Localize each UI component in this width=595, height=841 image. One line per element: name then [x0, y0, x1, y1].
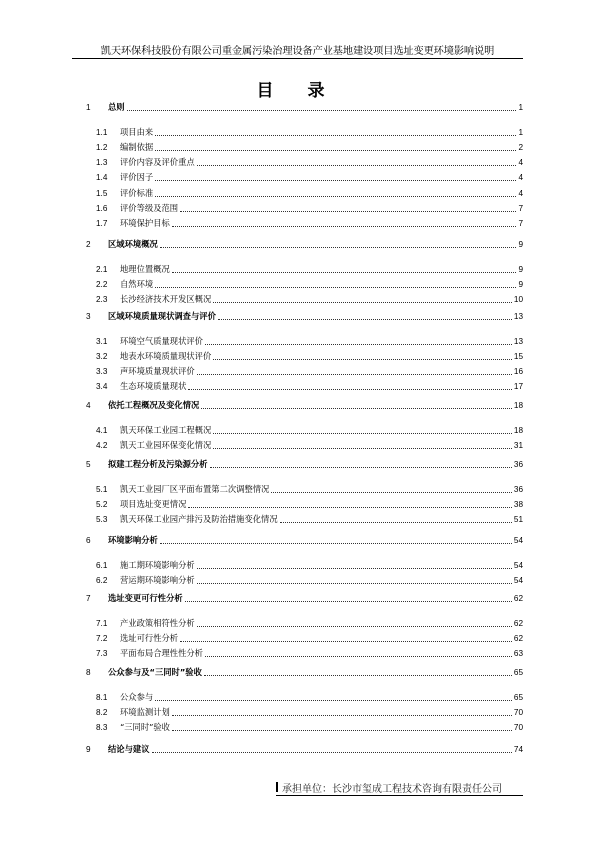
toc-entry-number: 4	[86, 401, 91, 410]
toc-entry-title: 平面布局合理性性分析	[120, 648, 203, 659]
toc-section-entry[interactable]	[86, 689, 523, 703]
toc-chapter-entry[interactable]	[86, 532, 523, 546]
toc-section-entry[interactable]	[86, 154, 523, 168]
toc-entry-title: 选址变更可行性分析	[108, 593, 183, 603]
toc-entry-number: 6	[86, 536, 91, 545]
toc-section-entry[interactable]	[86, 215, 523, 229]
toc-entry-number: 8.1	[96, 693, 108, 703]
toc-dot-leader	[210, 466, 512, 468]
toc-entry-title: 长沙经济技术开发区概况	[120, 294, 212, 305]
toc-chapter-entry[interactable]	[86, 236, 523, 250]
toc-entry-page-number: 4	[518, 188, 523, 198]
toc-entry-number: 3.4	[96, 382, 108, 392]
toc-entry-title: 营运期环境影响分析	[120, 575, 195, 586]
toc-section-entry[interactable]	[86, 511, 523, 525]
toc-entry-number: 2	[86, 240, 91, 249]
toc-section-entry[interactable]	[86, 333, 523, 347]
toc-entry-title: 施工期环境影响分析	[120, 560, 195, 571]
toc-dot-leader	[280, 521, 512, 523]
toc-section-entry[interactable]	[86, 719, 523, 733]
toc-dot-leader	[185, 600, 512, 602]
toc-entry-number: 3.1	[96, 337, 108, 347]
toc-entry-title: 环境影响分析	[108, 535, 158, 545]
toc-entry-title: 自然环境	[120, 279, 154, 290]
toc-entry-title: 区域环境质量现状调查与评价	[108, 311, 216, 321]
toc-dot-leader	[155, 195, 516, 197]
toc-chapter-entry[interactable]	[86, 741, 523, 755]
toc-section-entry[interactable]	[86, 645, 523, 659]
toc-entry-page-number: 18	[513, 426, 523, 436]
toc-entry-title: 总则	[108, 102, 125, 112]
toc-dot-leader	[172, 729, 512, 731]
toc-dot-leader	[213, 301, 512, 303]
footer-marker	[276, 782, 278, 792]
toc-dot-leader	[180, 640, 512, 642]
toc-entry-title: 凯天工业园厂区平面布置第二次调整情况	[120, 484, 270, 495]
toc-dot-leader	[160, 246, 517, 248]
toc-entry-page-number: 2	[518, 143, 523, 153]
toc-section-entry[interactable]	[86, 481, 523, 495]
toc-entry-number: 2.3	[96, 295, 108, 305]
toc-chapter-entry[interactable]	[86, 397, 523, 411]
toc-section-entry[interactable]	[86, 437, 523, 451]
toc-entry-title: 拟建工程分析及污染源分析	[108, 459, 208, 469]
toc-entry-page-number: 9	[518, 240, 523, 249]
toc-entry-number: 8.2	[96, 708, 108, 718]
toc-dot-leader	[201, 407, 512, 409]
toc-entry-title: 项目选址变更情况	[120, 499, 187, 510]
toc-entry-number: 1.6	[96, 203, 108, 213]
toc-entry-title: 产业政策相符性分析	[120, 618, 195, 629]
toc-entry-page-number: 74	[513, 745, 523, 754]
toc-dot-leader	[155, 286, 516, 288]
toc-entry-title: 地理位置概况	[120, 264, 170, 275]
toc-dot-leader	[197, 164, 517, 166]
toc-entry-number: 7.3	[96, 649, 108, 659]
toc-section-entry[interactable]	[86, 291, 523, 305]
toc-entry-number: 7	[86, 594, 91, 603]
toc-section-entry[interactable]	[86, 169, 523, 183]
toc-entry-number: 5.3	[96, 515, 108, 525]
toc-entry-number: 6.1	[96, 561, 108, 571]
toc-section-entry[interactable]	[86, 378, 523, 392]
toc-entry-title: 环境监测计划	[120, 707, 170, 718]
toc-entry-number: 6.2	[96, 576, 108, 586]
toc-entry-number: 5.2	[96, 500, 108, 510]
toc-entry-page-number: 54	[513, 561, 523, 571]
toc-dot-leader	[197, 567, 512, 569]
toc-entry-number: 3.2	[96, 352, 108, 362]
toc-entry-page-number: 4	[518, 173, 523, 183]
header-rule	[72, 58, 523, 59]
toc-dot-leader	[218, 318, 512, 320]
toc-entry-page-number: 62	[513, 634, 523, 644]
toc-entry-page-number: 36	[513, 460, 523, 469]
toc-entry-title: 评价等级及范围	[120, 202, 179, 213]
toc-dot-leader	[155, 179, 516, 181]
toc-entry-page-number: 7	[518, 203, 523, 213]
toc-section-entry[interactable]	[86, 704, 523, 718]
toc-entry-number: 1.1	[96, 128, 108, 138]
toc-section-entry[interactable]	[86, 139, 523, 153]
toc-section-entry[interactable]	[86, 363, 523, 377]
toc-entry-number: 3.3	[96, 367, 108, 377]
toc-entry-page-number: 15	[513, 352, 523, 362]
page-title: 目 录	[256, 81, 339, 101]
toc-dot-leader	[197, 373, 512, 375]
toc-entry-title: 环境空气质量现状评价	[120, 336, 203, 347]
toc-entry-page-number: 7	[518, 218, 523, 228]
toc-entry-number: 1.3	[96, 158, 108, 168]
toc-entry-number: 1	[86, 103, 91, 112]
toc-entry-title: 结论与建议	[108, 744, 150, 754]
toc-chapter-entry[interactable]	[86, 308, 523, 322]
toc-entry-number: 8.3	[96, 723, 108, 733]
toc-entry-page-number: 54	[513, 536, 523, 545]
toc-entry-page-number: 65	[513, 668, 523, 677]
toc-dot-leader	[197, 625, 512, 627]
toc-chapter-entry[interactable]	[86, 664, 523, 678]
toc-dot-leader	[155, 149, 516, 151]
toc-section-entry[interactable]	[86, 422, 523, 436]
toc-entry-number: 1.5	[96, 188, 108, 198]
toc-entry-page-number: 10	[513, 295, 523, 305]
toc-entry-page-number: 17	[513, 382, 523, 392]
toc-entry-number: 7.1	[96, 619, 108, 629]
toc-section-entry[interactable]	[86, 276, 523, 290]
toc-entry-title: 声环境质量现状评价	[120, 366, 195, 377]
toc-chapter-entry[interactable]	[86, 590, 523, 604]
toc-entry-page-number: 1	[518, 103, 523, 112]
toc-entry-page-number: 4	[518, 158, 523, 168]
toc-dot-leader	[160, 542, 512, 544]
toc-entry-page-number: 31	[513, 441, 523, 451]
toc-entry-title: 凯天环保工业园工程概况	[120, 425, 212, 436]
toc-entry-page-number: 13	[513, 312, 523, 321]
toc-entry-page-number: 62	[513, 619, 523, 629]
toc-entry-title: 依托工程概况及变化情况	[108, 400, 200, 410]
toc-entry-title: 评价标准	[120, 187, 154, 198]
toc-entry-page-number: 63	[513, 649, 523, 659]
toc-dot-leader	[197, 582, 512, 584]
toc-entry-number: 4.2	[96, 441, 108, 451]
toc-entry-number: 5.1	[96, 485, 108, 495]
toc-dot-leader	[172, 225, 517, 227]
toc-dot-leader	[204, 674, 512, 676]
toc-dot-leader	[172, 271, 517, 273]
toc-entry-number: 1.4	[96, 173, 108, 183]
footer-rule	[276, 795, 523, 796]
toc-dot-leader	[155, 699, 512, 701]
toc-entry-number: 7.2	[96, 634, 108, 644]
toc-dot-leader	[205, 343, 512, 345]
toc-dot-leader	[213, 432, 512, 434]
toc-entry-page-number: 38	[513, 500, 523, 510]
footer-organization: 承担单位：长沙市玺成工程技术咨询有限责任公司	[282, 784, 502, 795]
toc-dot-leader	[188, 388, 512, 390]
toc-entry-number: 2.1	[96, 265, 108, 275]
toc-entry-page-number: 16	[513, 367, 523, 377]
toc-entry-number: 9	[86, 745, 91, 754]
toc-chapter-entry[interactable]	[86, 456, 523, 470]
toc-entry-number: 5	[86, 460, 91, 469]
toc-entry-page-number: 1	[518, 128, 523, 138]
toc-entry-number: 1.2	[96, 143, 108, 153]
toc-section-entry[interactable]	[86, 496, 523, 510]
toc-entry-title: 编制依据	[120, 142, 154, 153]
toc-entry-title: 凯天工业园环保变化情况	[120, 440, 212, 451]
toc-entry-title: 生态环境质量现状	[120, 381, 187, 392]
toc-dot-leader	[127, 109, 517, 111]
toc-dot-leader	[155, 134, 516, 136]
toc-entry-title: 选址可行性分析	[120, 633, 179, 644]
toc-entry-title: 公众参与	[120, 692, 154, 703]
toc-dot-leader	[271, 491, 512, 493]
toc-entry-title: 评价因子	[120, 172, 154, 183]
toc-entry-page-number: 51	[513, 515, 523, 525]
toc-entry-title: 项目由来	[120, 127, 154, 138]
toc-section-entry[interactable]	[86, 185, 523, 199]
toc-dot-leader	[205, 655, 512, 657]
toc-entry-title: “三同时”验收	[120, 722, 170, 733]
toc-entry-title: 地表水环境质量现状评价	[120, 351, 212, 362]
toc-entry-number: 3	[86, 312, 91, 321]
toc-entry-page-number: 9	[518, 265, 523, 275]
toc-entry-number: 4.1	[96, 426, 108, 436]
toc-entry-page-number: 54	[513, 576, 523, 586]
toc-entry-page-number: 9	[518, 280, 523, 290]
toc-section-entry[interactable]	[86, 615, 523, 629]
toc-entry-page-number: 36	[513, 485, 523, 495]
toc-entry-title: 区域环境概况	[108, 239, 158, 249]
toc-entry-title: 凯天环保工业园产排污及防治措施变化情况	[120, 514, 278, 525]
toc-section-entry[interactable]	[86, 124, 523, 138]
running-header: 凯天环保科技股份有限公司重金属污染治理设备产业基地建设项目选址变更环境影响说明	[100, 46, 495, 57]
toc-section-entry[interactable]	[86, 261, 523, 275]
toc-entry-number: 2.2	[96, 280, 108, 290]
toc-entry-title: 环境保护目标	[120, 217, 170, 228]
toc-entry-title: 公众参与及“三同时”验收	[108, 667, 202, 677]
toc-dot-leader	[172, 714, 512, 716]
toc-dot-leader	[188, 506, 512, 508]
toc-entry-page-number: 70	[513, 708, 523, 718]
toc-dot-leader	[180, 210, 516, 212]
toc-dot-leader	[213, 447, 512, 449]
toc-entry-number: 1.7	[96, 218, 108, 228]
toc-entry-page-number: 18	[513, 401, 523, 410]
toc-section-entry[interactable]	[86, 200, 523, 214]
toc-entry-page-number: 70	[513, 723, 523, 733]
toc-dot-leader	[152, 751, 512, 753]
toc-section-entry[interactable]	[86, 630, 523, 644]
toc-entry-page-number: 13	[513, 337, 523, 347]
toc-entry-number: 8	[86, 668, 91, 677]
toc-section-entry[interactable]	[86, 572, 523, 586]
toc-chapter-entry[interactable]	[86, 99, 523, 113]
toc-section-entry[interactable]	[86, 557, 523, 571]
toc-entry-page-number: 65	[513, 693, 523, 703]
toc-entry-page-number: 62	[513, 594, 523, 603]
toc-entry-title: 评价内容及评价重点	[120, 157, 195, 168]
toc-dot-leader	[213, 358, 512, 360]
toc-section-entry[interactable]	[86, 348, 523, 362]
